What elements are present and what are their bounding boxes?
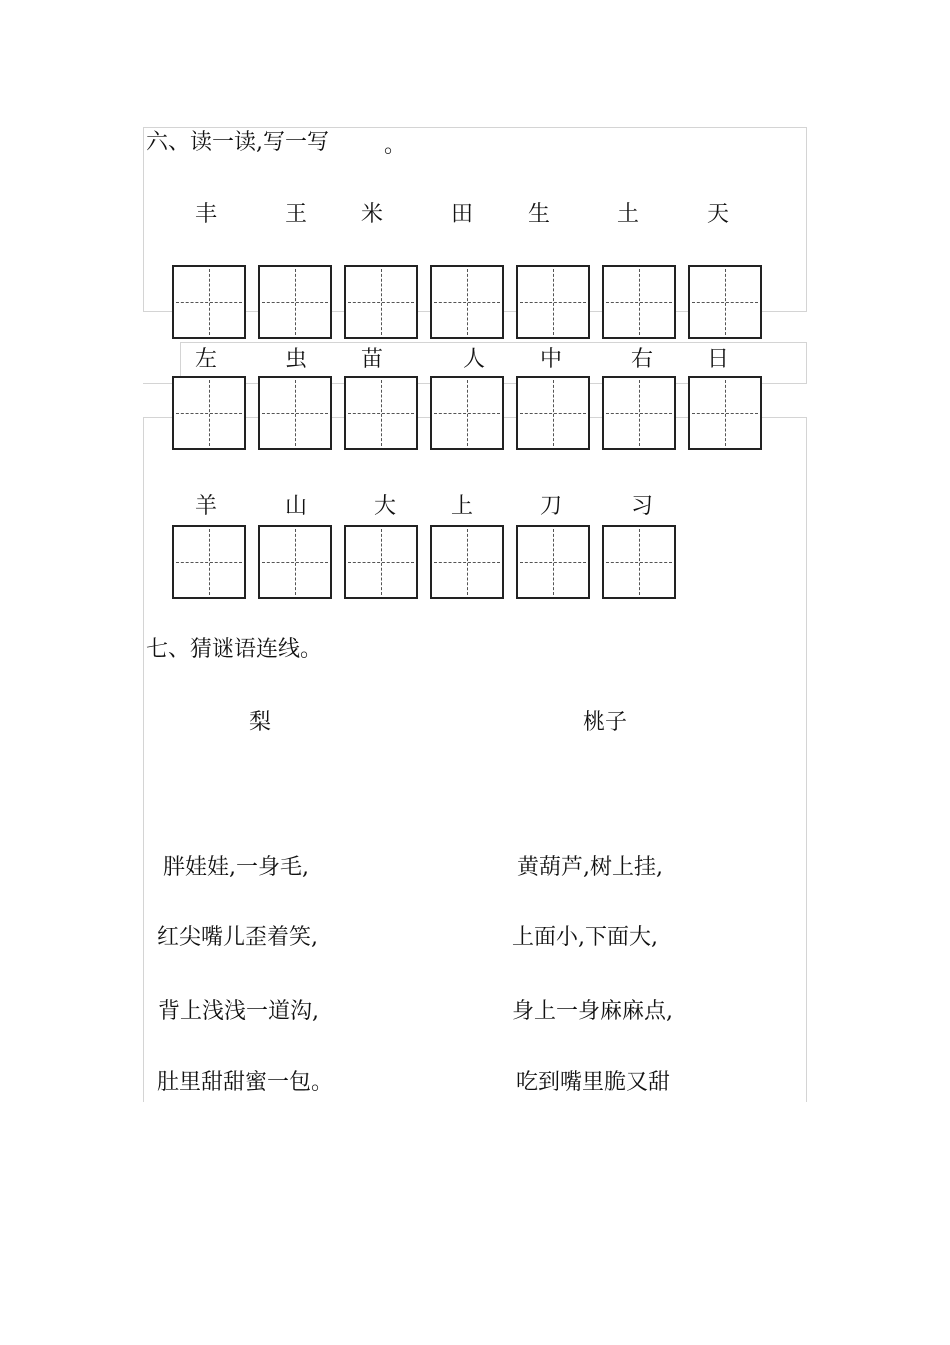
frame-left [143,127,144,312]
writing-box[interactable] [430,525,504,599]
frame-right-lower [806,417,807,1102]
section7-title: 七、猜谜语连线。 [146,637,323,662]
writing-box[interactable] [602,376,676,450]
section6-title-end: 。 [384,133,407,158]
left-riddle-line-4[interactable]: 肚里甜甜蜜一包。 [157,1070,334,1095]
char-r2-1: 左 [194,347,217,372]
writing-box[interactable] [172,376,246,450]
char-r3-5: 刀 [539,494,562,519]
frame-right [806,127,807,312]
right-riddle-line-3[interactable]: 身上一身麻麻点, [512,999,673,1024]
writing-box[interactable] [430,265,504,339]
left-riddle-line-3[interactable]: 背上浅浅一道沟, [158,999,319,1024]
frame-left-lower [143,417,144,1102]
writing-box[interactable] [258,525,332,599]
char-r3-4: 上 [450,494,473,519]
char-r2-3: 苗 [360,347,383,372]
writing-box[interactable] [172,265,246,339]
writing-box[interactable] [516,265,590,339]
writing-box[interactable] [172,525,246,599]
writing-box[interactable] [258,265,332,339]
char-r2-5: 中 [539,347,562,372]
frame-mid-2 [180,342,807,343]
answer-pear[interactable]: 梨 [249,710,272,735]
writing-box[interactable] [516,525,590,599]
right-riddle-line-1[interactable]: 黄葫芦,树上挂, [517,855,663,880]
writing-box[interactable] [258,376,332,450]
right-riddle-line-4[interactable]: 吃到嘴里脆又甜 [516,1070,671,1095]
writing-box[interactable] [602,525,676,599]
writing-box[interactable] [344,376,418,450]
char-r1-7: 天 [706,202,729,227]
writing-box[interactable] [688,265,762,339]
answer-peach[interactable]: 桃子 [583,710,628,735]
char-r3-1: 羊 [194,494,217,519]
frame-top [143,127,807,128]
writing-box[interactable] [430,376,504,450]
char-r1-4: 田 [450,202,473,227]
char-r2-4: 人 [462,347,485,372]
char-r3-2: 山 [284,494,307,519]
char-r1-3: 米 [360,202,383,227]
char-r1-6: 土 [616,202,639,227]
char-r2-2: 虫 [284,347,307,372]
char-r1-1: 丰 [194,202,217,227]
char-r2-6: 右 [630,347,653,372]
writing-box[interactable] [344,265,418,339]
char-r3-3: 大 [373,494,396,519]
char-r1-5: 生 [527,202,550,227]
writing-box[interactable] [602,265,676,339]
left-riddle-line-2[interactable]: 红尖嘴儿歪着笑, [157,925,318,950]
frame-mid-2-right [806,342,807,384]
right-riddle-line-2[interactable]: 上面小,下面大, [512,925,658,950]
section6-title: 六、读一读,写一写 [146,130,329,155]
writing-box[interactable] [688,376,762,450]
char-r3-6: 习 [630,494,653,519]
char-r1-2: 王 [284,202,307,227]
left-riddle-line-1[interactable]: 胖娃娃,一身毛, [163,855,309,880]
writing-box[interactable] [516,376,590,450]
char-r2-7: 日 [706,347,729,372]
writing-box[interactable] [344,525,418,599]
